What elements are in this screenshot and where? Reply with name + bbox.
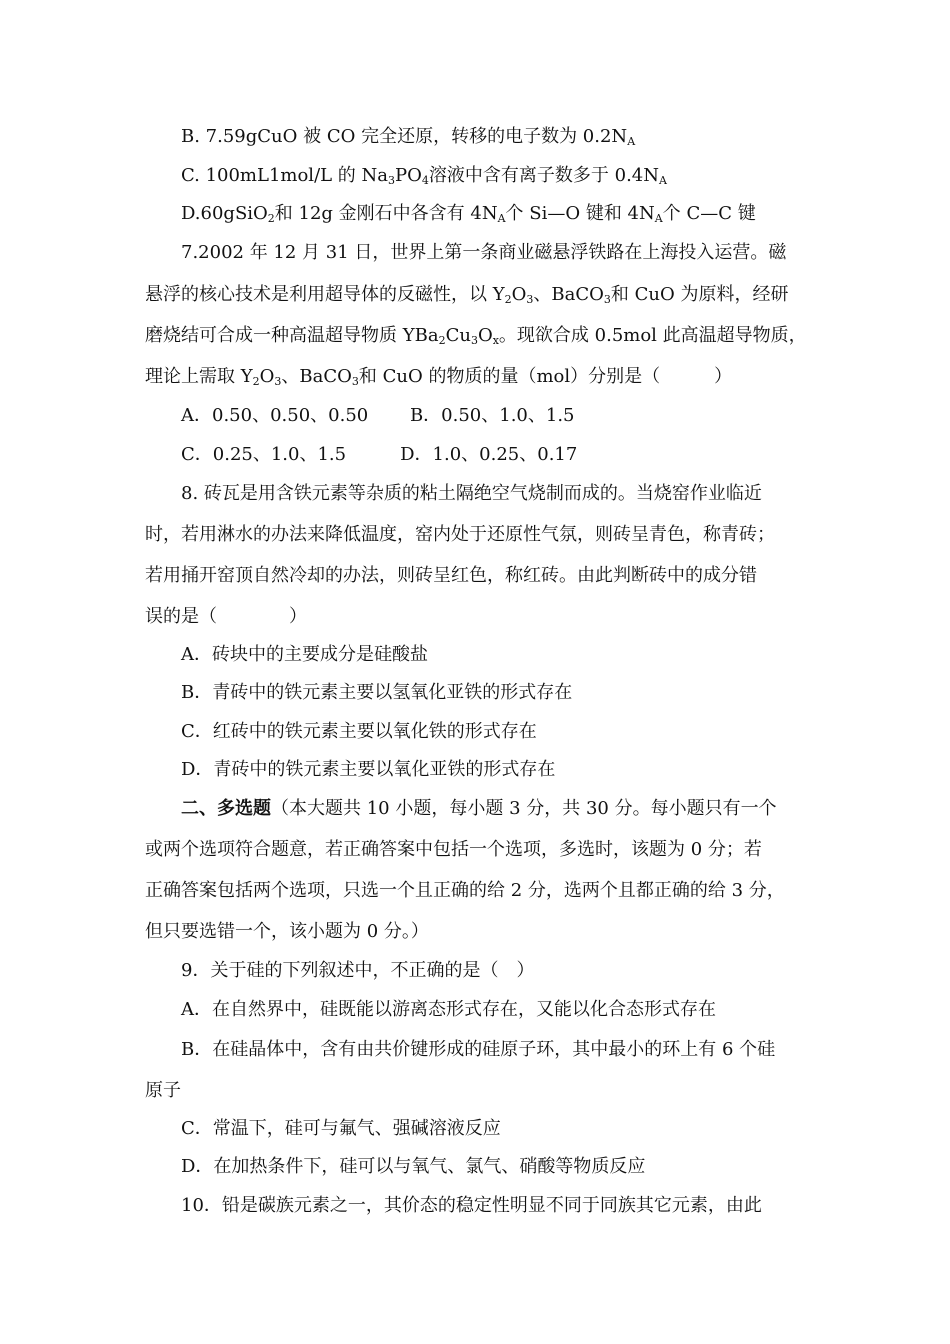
subscript: A bbox=[497, 212, 506, 225]
text: O bbox=[511, 284, 527, 305]
text: C. 100mL1mol/L 的 Na bbox=[181, 165, 389, 186]
text: 和 CuO 的物质的量（mol）分别是（ ） bbox=[358, 366, 733, 387]
section2-line-4: 但只要选错一个，该小题为 0 分。） bbox=[145, 921, 429, 942]
text: B. 7.59gCuO 被 CO 完全还原，转移的电子数为 0.2N bbox=[181, 126, 628, 147]
q7-line-3 bbox=[145, 323, 807, 349]
text: 。现欲合成 0.5mol 此高温超导物质， bbox=[498, 325, 807, 346]
text: 、BaCO bbox=[281, 366, 352, 387]
subscript: 3 bbox=[603, 293, 611, 306]
q8-line-4: 误的是（ ） bbox=[145, 606, 307, 627]
q9-stem: 9．关于硅的下列叙述中，不正确的是（ ） bbox=[181, 960, 535, 981]
subscript: 4 bbox=[421, 174, 429, 187]
q8-option-a: A．砖块中的主要成分是硅酸盐 bbox=[181, 644, 428, 665]
section-heading: 二、多选题 bbox=[181, 798, 271, 819]
q9-option-a: A．在自然界中，硅既能以游离态形式存在，又能以化合态形式存在 bbox=[181, 999, 716, 1020]
q7-options-cd: C．0.25、1.0、1.5 D．1.0、0.25、0.17 bbox=[181, 444, 578, 465]
q8-line-3: 若用捅开窑顶自然冷却的办法，则砖呈红色，称红砖。由此判断砖中的成分错 bbox=[145, 565, 757, 586]
text: 个 Si—O 键和 4N bbox=[505, 203, 655, 224]
q7-line-1: 7.2002 年 12 月 31 日，世界上第一条商业磁悬浮铁路在上海投入运营。磁 bbox=[181, 242, 787, 263]
q6-option-c bbox=[181, 163, 667, 189]
q9-option-b-line-2: 原子 bbox=[145, 1080, 181, 1101]
q8-option-d: D．青砖中的铁元素主要以氧化亚铁的形式存在 bbox=[181, 759, 556, 780]
q7-line-2 bbox=[145, 282, 788, 308]
section2-line-3: 正确答案包括两个选项，只选一个且正确的给 2 分，选两个且都正确的给 3 分， bbox=[145, 880, 785, 901]
text: D.60gSiO bbox=[181, 203, 268, 224]
q6-option-d bbox=[181, 201, 756, 227]
text: 溶液中含有离子数多于 0.4N bbox=[428, 165, 659, 186]
text: 磨烧结可合成一种高温超导物质 YBa bbox=[145, 325, 439, 346]
subscript: A bbox=[627, 135, 636, 148]
subscript: 3 bbox=[388, 174, 396, 187]
q8-option-b: B．青砖中的铁元素主要以氢氧化亚铁的形式存在 bbox=[181, 682, 573, 703]
text: O bbox=[477, 325, 493, 346]
subscript: 2 bbox=[438, 334, 446, 347]
subscript: 3 bbox=[274, 375, 282, 388]
q8-line-1: 8. 砖瓦是用含铁元素等杂质的粘土隔绝空气烧制而成的。当烧窑作业临近 bbox=[181, 483, 762, 504]
subscript: A bbox=[659, 174, 667, 187]
q7-options-ab: A．0.50、0.50、0.50 B．0.50、1.0、1.5 bbox=[181, 405, 575, 426]
subscript: x bbox=[492, 334, 499, 347]
text: （本大题共 10 小题，每小题 3 分，共 30 分。每小题只有一个 bbox=[271, 798, 777, 819]
text: 悬浮的核心技术是利用超导体的反磁性，以 Y bbox=[145, 284, 505, 305]
q10-line-1: 10．铅是碳族元素之一，其价态的稳定性明显不同于同族其它元素，由此 bbox=[181, 1195, 762, 1216]
q6-option-b bbox=[181, 124, 635, 150]
text: Cu bbox=[445, 325, 471, 346]
text: 个 C—C 键 bbox=[662, 203, 756, 224]
subscript: 3 bbox=[351, 375, 359, 388]
text: PO bbox=[395, 165, 422, 186]
text: 、BaCO bbox=[533, 284, 604, 305]
subscript: 2 bbox=[504, 293, 512, 306]
section2-line-1 bbox=[181, 796, 777, 822]
subscript: 2 bbox=[252, 375, 260, 388]
q9-option-c: C．常温下，硅可与氟气、强碱溶液反应 bbox=[181, 1118, 501, 1139]
text: 和 12g 金刚石中各含有 4N bbox=[274, 203, 498, 224]
q8-line-2: 时，若用淋水的办法来降低温度，窑内处于还原性气氛，则砖呈青色，称青砖； bbox=[145, 524, 775, 545]
text: O bbox=[259, 366, 275, 387]
subscript: 2 bbox=[267, 212, 275, 225]
subscript: A bbox=[654, 212, 663, 225]
subscript: 3 bbox=[526, 293, 534, 306]
q9-option-d: D．在加热条件下，硅可以与氧气、氯气、硝酸等物质反应 bbox=[181, 1156, 646, 1177]
text: 理论上需取 Y bbox=[145, 366, 253, 387]
q9-option-b-line-1: B．在硅晶体中，含有由共价键形成的硅原子环，其中最小的环上有 6 个硅 bbox=[181, 1039, 776, 1060]
subscript: 3 bbox=[470, 334, 478, 347]
text: 和 CuO 为原料，经研 bbox=[610, 284, 789, 305]
q8-option-c: C．红砖中的铁元素主要以氧化铁的形式存在 bbox=[181, 721, 537, 742]
q7-line-4 bbox=[145, 364, 732, 390]
section2-line-2: 或两个选项符合题意，若正确答案中包括一个选项，多选时，该题为 0 分；若 bbox=[145, 839, 762, 860]
